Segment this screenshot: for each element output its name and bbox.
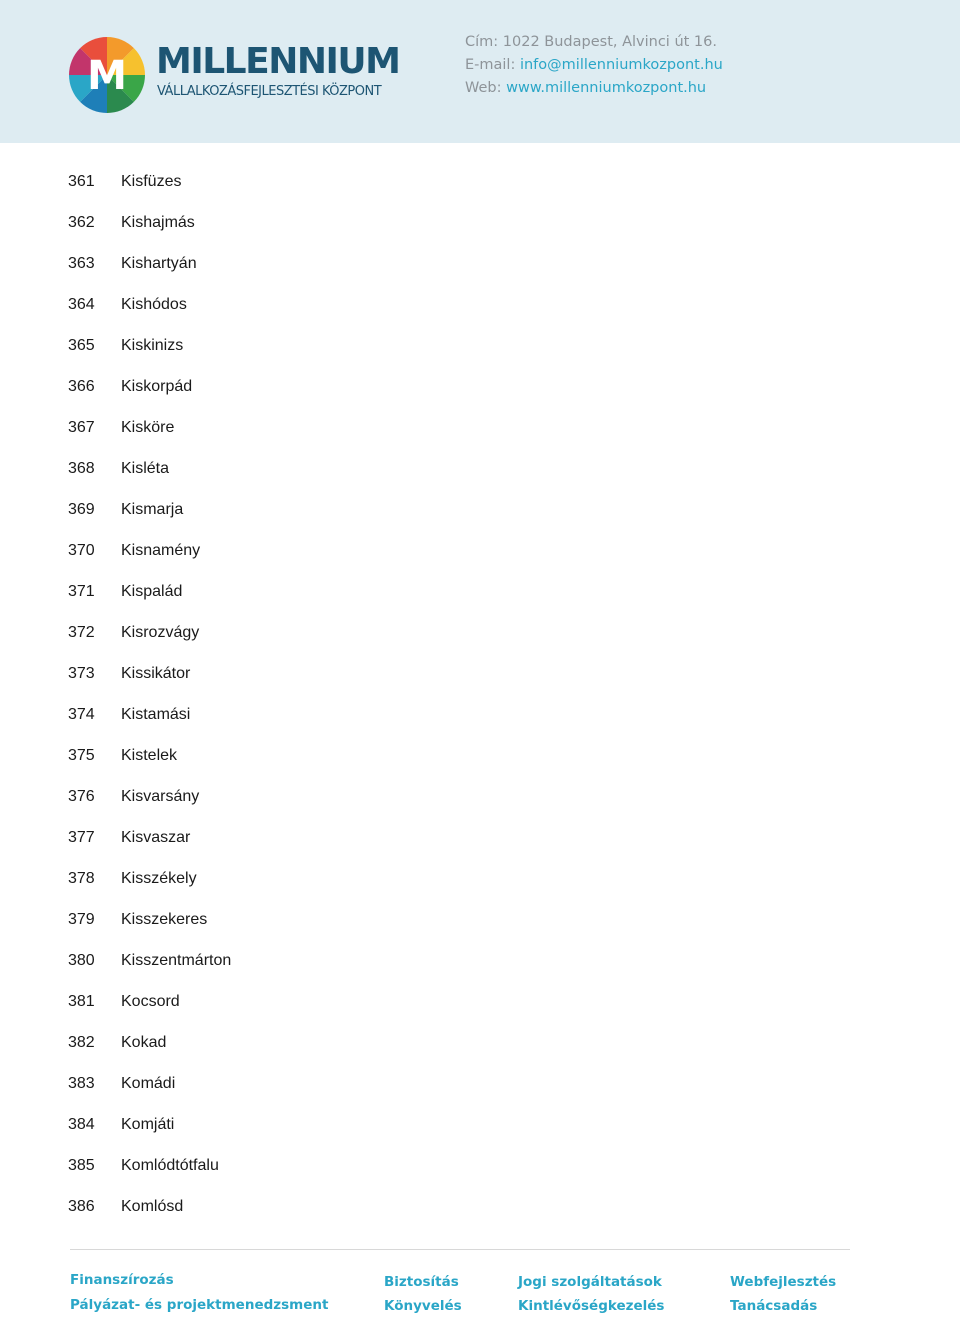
row-number: 368 [68,460,95,477]
row-number: 366 [68,378,95,395]
contact-block [465,31,723,100]
web-link[interactable]: www.millenniumkozpont.hu [506,80,707,96]
row-number: 376 [68,788,95,805]
web-line [465,77,723,100]
settlement-name: Kispalád [121,583,183,600]
email-link[interactable]: info@millenniumkozpont.hu [519,57,723,73]
svg-text:M: M [87,53,127,99]
settlement-name: Kokad [121,1034,167,1051]
settlement-name: Kisléta [121,460,170,477]
footer-link-finanszirozas[interactable]: Finanszírozás [70,1272,174,1288]
row-number: 375 [68,747,95,764]
footer-divider [70,1249,850,1250]
settlement-name: Komjáti [121,1116,175,1133]
row-number: 386 [68,1198,95,1215]
footer-link-jogi[interactable]: Jogi szolgáltatások [518,1274,662,1290]
row-number: 364 [68,296,95,313]
settlement-name: Komádi [121,1075,176,1092]
settlement-name: Kisnamény [121,542,201,559]
page-footer [0,1270,960,1319]
row-number: 367 [68,419,95,436]
row-number: 378 [68,870,95,887]
footer-link-webfejlesztes[interactable]: Webfejlesztés [730,1274,837,1290]
settlement-name: Kistamási [121,706,191,723]
email-label: E-mail: [465,57,520,73]
brand-name: MILLENNIUM [156,41,400,82]
settlement-name: Kishódos [121,296,187,313]
row-number: 363 [68,255,95,272]
millennium-logo-icon [68,36,146,114]
row-number: 370 [68,542,95,559]
settlement-name: Kiskinizs [121,337,184,354]
row-number: 377 [68,829,95,846]
row-number: 383 [68,1075,95,1092]
row-number: 373 [68,665,95,682]
row-number: 381 [68,993,95,1010]
row-number: 374 [68,706,95,723]
settlement-name: Kisszekeres [121,911,208,928]
settlement-name: Komlódtótfalu [121,1157,219,1174]
settlement-name: Kiskorpád [121,378,193,395]
settlement-name: Kisköre [121,419,175,436]
email-line [465,54,723,77]
footer-link-palyazat[interactable]: Pályázat- és projektmenedzsment [70,1297,329,1313]
row-number: 380 [68,952,95,969]
row-number: 362 [68,214,95,231]
row-number: 372 [68,624,95,641]
settlement-name: Kisvaszar [121,829,191,846]
footer-link-biztositas[interactable]: Biztosítás [384,1274,459,1290]
row-number: 385 [68,1157,95,1174]
footer-link-tanacsadas[interactable]: Tanácsadás [730,1298,818,1314]
footer-link-kintlevoseg[interactable]: Kintlévőségkezelés [518,1298,665,1314]
settlement-name: Kisfüzes [121,173,182,190]
settlement-name: Kisszentmárton [121,952,232,969]
row-number: 384 [68,1116,95,1133]
brand-subtitle: VÁLLALKOZÁSFEJLESZTÉSI KÖZPONT [157,84,382,99]
web-label: Web: [465,80,507,96]
settlement-name: Kistelek [121,747,178,764]
row-number: 369 [68,501,95,518]
settlement-name: Kismarja [121,501,184,518]
page-header [0,0,960,143]
settlement-name: Kisszékely [121,870,197,887]
address-line: Cím: 1022 Budapest, Alvinci út 16. [465,34,717,50]
settlement-name: Kisvarsány [121,788,200,805]
settlement-name: Kissikátor [121,665,191,682]
row-number: 365 [68,337,95,354]
settlement-name: Kisrozvágy [121,624,200,641]
row-number: 371 [68,583,95,600]
settlement-name: Komlósd [121,1198,184,1215]
settlement-name: Kishajmás [121,214,195,231]
row-number: 382 [68,1034,95,1051]
row-number: 379 [68,911,95,928]
settlement-name: Kishartyán [121,255,197,272]
footer-link-konyveles[interactable]: Könyvelés [384,1298,462,1314]
row-number: 361 [68,173,95,190]
settlement-name: Kocsord [121,993,180,1010]
